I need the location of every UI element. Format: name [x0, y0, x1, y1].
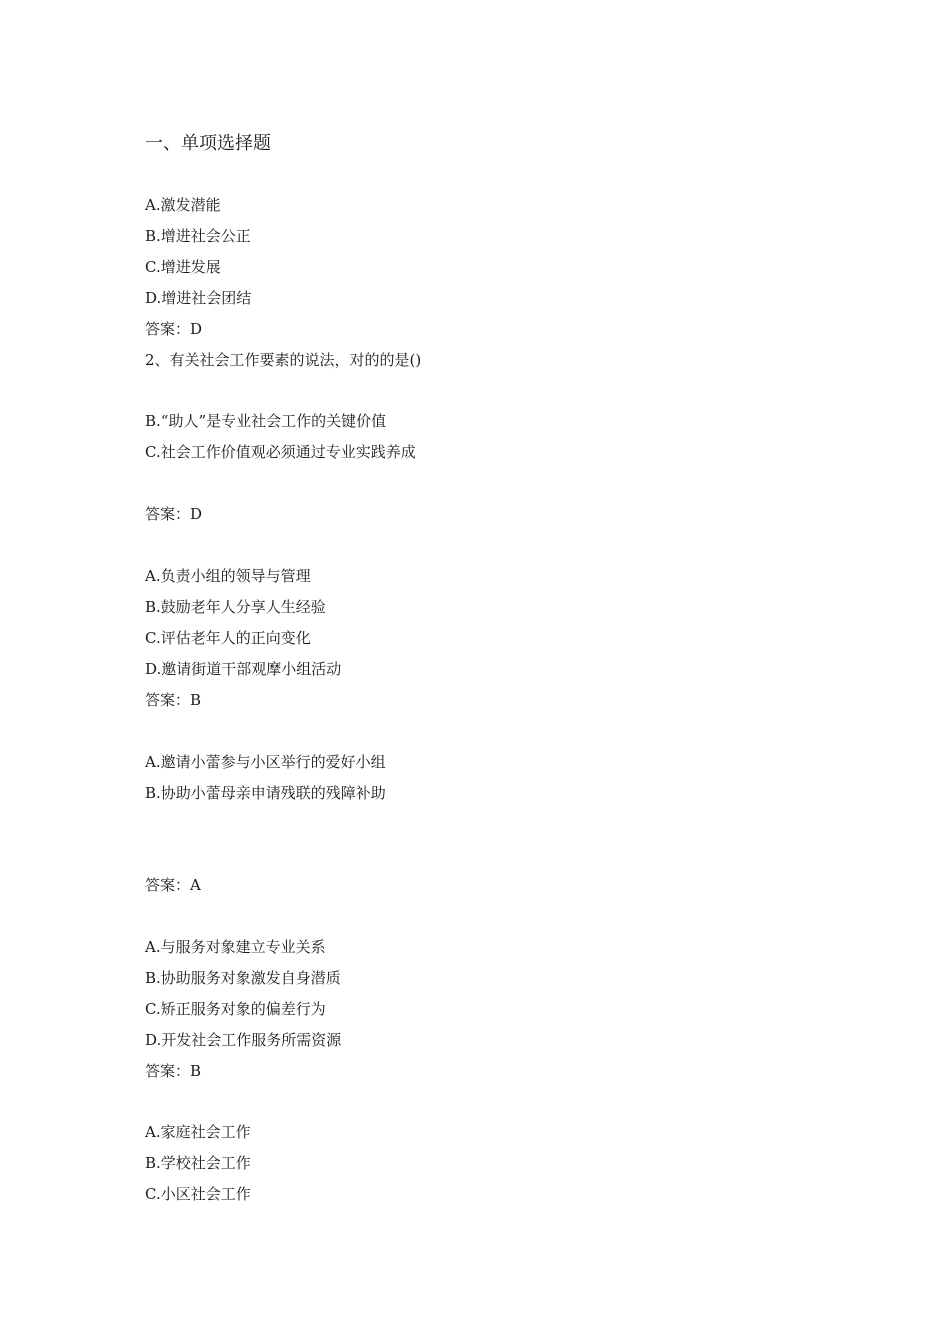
option-line: A.负责小组的领导与管理	[145, 567, 311, 585]
option-line: D.开发社会工作服务所需资源	[145, 1031, 342, 1049]
option-line: C.增进发展	[145, 258, 221, 276]
option-line: D.增进社会团结	[145, 289, 252, 307]
option-line: C.矫正服务对象的偏差行为	[145, 1000, 326, 1018]
option-line: B.增进社会公正	[145, 227, 251, 245]
option-line: B.“助人”是专业社会工作的关键价值	[145, 412, 387, 430]
option-line: D.邀请街道干部观摩小组活动	[145, 660, 342, 678]
option-line: B.协助小蕾母亲申请残联的残障补助	[145, 784, 386, 802]
answer-line: 答案：B	[145, 691, 202, 709]
option-line: A.与服务对象建立专业关系	[145, 938, 326, 956]
option-line: B.鼓励老年人分享人生经验	[145, 598, 326, 616]
answer-line: 答案：D	[145, 320, 203, 338]
option-line: C.评估老年人的正向变化	[145, 629, 311, 647]
option-line: C.社会工作价值观必须通过专业实践养成	[145, 443, 416, 461]
answer-line: 答案：A	[145, 876, 201, 894]
option-line: A.激发潜能	[145, 196, 221, 214]
answer-line: 答案：D	[145, 505, 203, 523]
option-line: A.邀请小蕾参与小区举行的爱好小组	[145, 753, 386, 771]
question-line: 2、有关社会工作要素的说法，对的的是()	[145, 351, 422, 369]
option-line: C.小区社会工作	[145, 1185, 251, 1203]
option-line: B.协助服务对象激发自身潜质	[145, 969, 341, 987]
option-line: B.学校社会工作	[145, 1154, 251, 1172]
option-line: A.家庭社会工作	[145, 1123, 251, 1141]
section-title: 一、单项选择题	[145, 133, 271, 154]
answer-line: 答案：B	[145, 1062, 202, 1080]
